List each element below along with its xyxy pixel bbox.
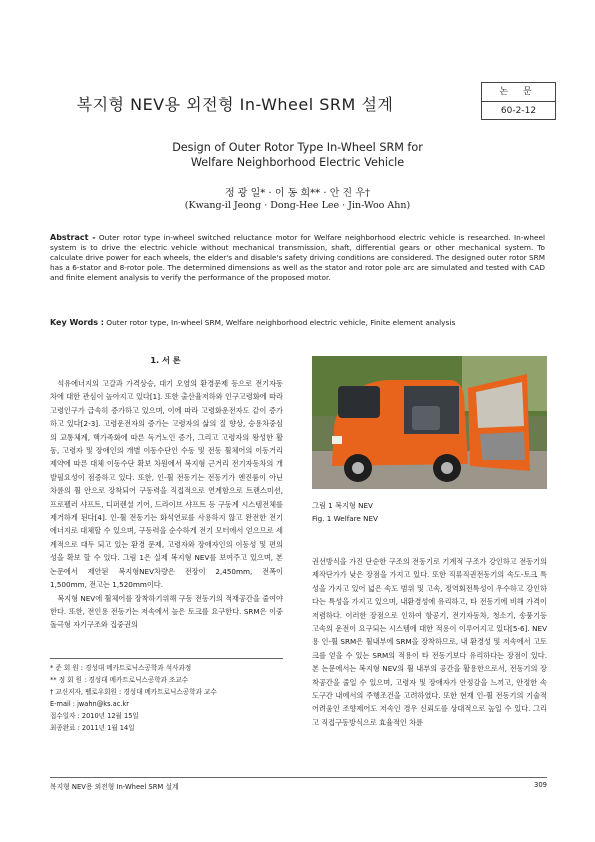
title-en-line1: Design of Outer Rotor Type In-Wheel SRM for [172, 141, 423, 154]
footnote-divider [50, 658, 283, 659]
intro-paragraph-1: 석유에너지의 고갈과 가격상승, 대기 오염의 환경문제 등으로 전기자동차에 대한 관심이 높아지고 있다[1]. 또한 출산율저하와 인구고령화에 따라 고령인구가 급속히 증가하고 있으며, 이에 따라 고령화운전자도 같이 증가하고 있다[2-3]. 고령운전자의 증가는 고령자의 삶의 질 향상, 승용차중심의 교통체계, 핵가족화에 따른 독거노인 증가, 그리고 고령자의 왕성한 활동, 고령자 및 장애인의 개별 이동수단인 수동 및 전동 휠체어의 이동거리 제약에 따른 대체 이동수단 확보 차원에서 복지형 근거리 전기자동차의 개발필요성이 점증하고 있다. 또한, 인-휠 전동기는 전동기가 엔진룸이 아닌 차륜의 휠 안으로 장착되어 구동력을 직접적으로 연계함으로 트랜스미션, 프로펠러 샤프트, 디퍼렌셜 기어, 드라이브 샤프트 등 구동계 시스템전체를 제거하게 된다[4]. 인-휠 전동기는 화석연료를 사용하지 않고 완전한 전기 에너지로 대체할 수 있으며, 구동력을 순수하게 전기 모터에서 얻으므로 세계적으로 대두 되고 있는 환경 문제, 고령자와 장애자인의 이동성 및 편의성을 확보 할 수 있다. 그림 1은 실제 복지형 NEV를 보여주고 있으며, 본 논문에서 제안된 복지형NEV차량은 전장이 2,450mm, 전폭이 1,500mm, 전고는 1,520mm이다. [50, 379, 283, 590]
abstract-label: Abstract - [50, 233, 96, 242]
note-line: 접수일자 : 2010년 12월 15일 [50, 712, 139, 720]
page-number: 309 [534, 781, 547, 789]
figure-caption-english: Fig. 1 Welfare NEV [312, 514, 378, 523]
keywords-label: Key Words : [50, 318, 104, 327]
note-line: † 교신저자, 펠로우회원 : 경성대 메카트로닉스공학과 교수 [50, 688, 217, 696]
intro-paragraph-continued: 권선방식을 가진 단순한 구조의 전동기로 기계적 구조가 강인하고 전동기의 제작단가가 낮은 장점을 가지고 있다. 또한 직류직권전동기의 속도-토크 특성을 가지고 있어 넓은 속도 범위 및 고속, 정역회전특성이 우수하고 강인하다는 특성을 가지고 있으며, 내환경성에 유리하고, 타 전동기에 비해 가격이 저렴하다. 이러한 장점으로 인하여 항공기, 전기자동차, 청소기, 송풍기등 고속의 운전이 요구되는 시스템에 대한 적용이 이루어지고 있다[5-6]. NEV용 인-휠 SRM은 휠내부에 SRM을 장착하므로, 내 환경성 및 저속에서 고토크를 얻을 수 있는 SRM의 적용이 타 전동기보다 유리하다는 장점이 있다. 본 논문에서는 복지형 NEV의 휠 내부의 공간을 활용한으로서, 전동기의 장착공간을 줄일 수 있으며, 고령자 및 장애자가 안정감을 느끼고, 안정한 속도구간 내에서의 주행조건을 고려하였다. 또한 현재 인-휠 전동기의 기술적 어려움인 조향제어도 저속인 경우 신뢰도를 상대적으로 높일 수 있다. 그리고 직접구동방식으로 효율적인 차륜 [312, 557, 547, 727]
abstract-text: Outer rotor type in-wheel switched reluctance motor for Welfare neighborhood electric vehicle is researched. In-wheel system is to drive the electric vehicle without mechanical transmission, shaft, differential gears or other mechanical system. To calculate drive power for each wheels, the elder's and disable's safety driving conditions are considered. The designed outer rotor SRM has a 6-stator and 8-rotor pole. The determined dimensions as well as the stator and rotor pole arc are simulated and tested with CAD and finite element analysis to verify the performance of the proposed motor. [50, 233, 545, 282]
note-line: ** 정 회 원 : 경성대 메카트로닉스공학과 조교수 [50, 676, 189, 684]
paper-type-label: 논 문 [482, 83, 555, 102]
keywords-text: Outer rotor type, In-wheel SRM, Welfare neighborhood electric vehicle, Finite element analysis [106, 318, 456, 327]
title-en-line2: Welfare Neighborhood Electric Vehicle [190, 156, 405, 169]
figure-caption-korean: 그림 1 복지형 NEV [312, 501, 373, 510]
paper-number: 60-2-12 [500, 106, 537, 116]
authors-korean: 정 광 일* · 이 동 희** · 안 진 우† [224, 188, 371, 199]
author-notes [50, 662, 290, 734]
welfare-nev-photo [312, 356, 547, 489]
authors-english: (Kwang-il Jeong · Dong-Hee Lee · Jin-Woo Ahn) [184, 200, 411, 211]
paper-title-korean: 복지형 NEV용 외전형 In-Wheel SRM 설계 [76, 95, 394, 114]
note-line: 최종완료 : 2011년 1월 14일 [50, 724, 135, 732]
paper-type-box [481, 82, 556, 120]
section-heading-introduction: 1. 서 론 [150, 355, 181, 365]
intro-paragraph-2: 복지형 NEV에 휠체어를 장착하기위해 구동 전동기의 적재공간을 줄여야 한다. 또한, 전인용 전동기는 저속에서 높은 토크를 요구한다. SRM은 이중 돌극형 자기구조와 집중권의 [50, 593, 283, 630]
note-line: * 준 회 원 : 경성대 메카트로닉스공학과 석사과정 [50, 664, 192, 672]
paper-title-english [130, 140, 465, 170]
left-column [50, 377, 283, 632]
keywords [50, 318, 545, 327]
note-line: E-mail : jwahn@ks.ac.kr [50, 700, 129, 708]
abstract [50, 233, 545, 283]
right-column [312, 555, 547, 729]
footer-running-title: 복지형 NEV용 외전형 In-Wheel SRM 설계 [50, 783, 179, 791]
footer-divider [50, 777, 547, 778]
